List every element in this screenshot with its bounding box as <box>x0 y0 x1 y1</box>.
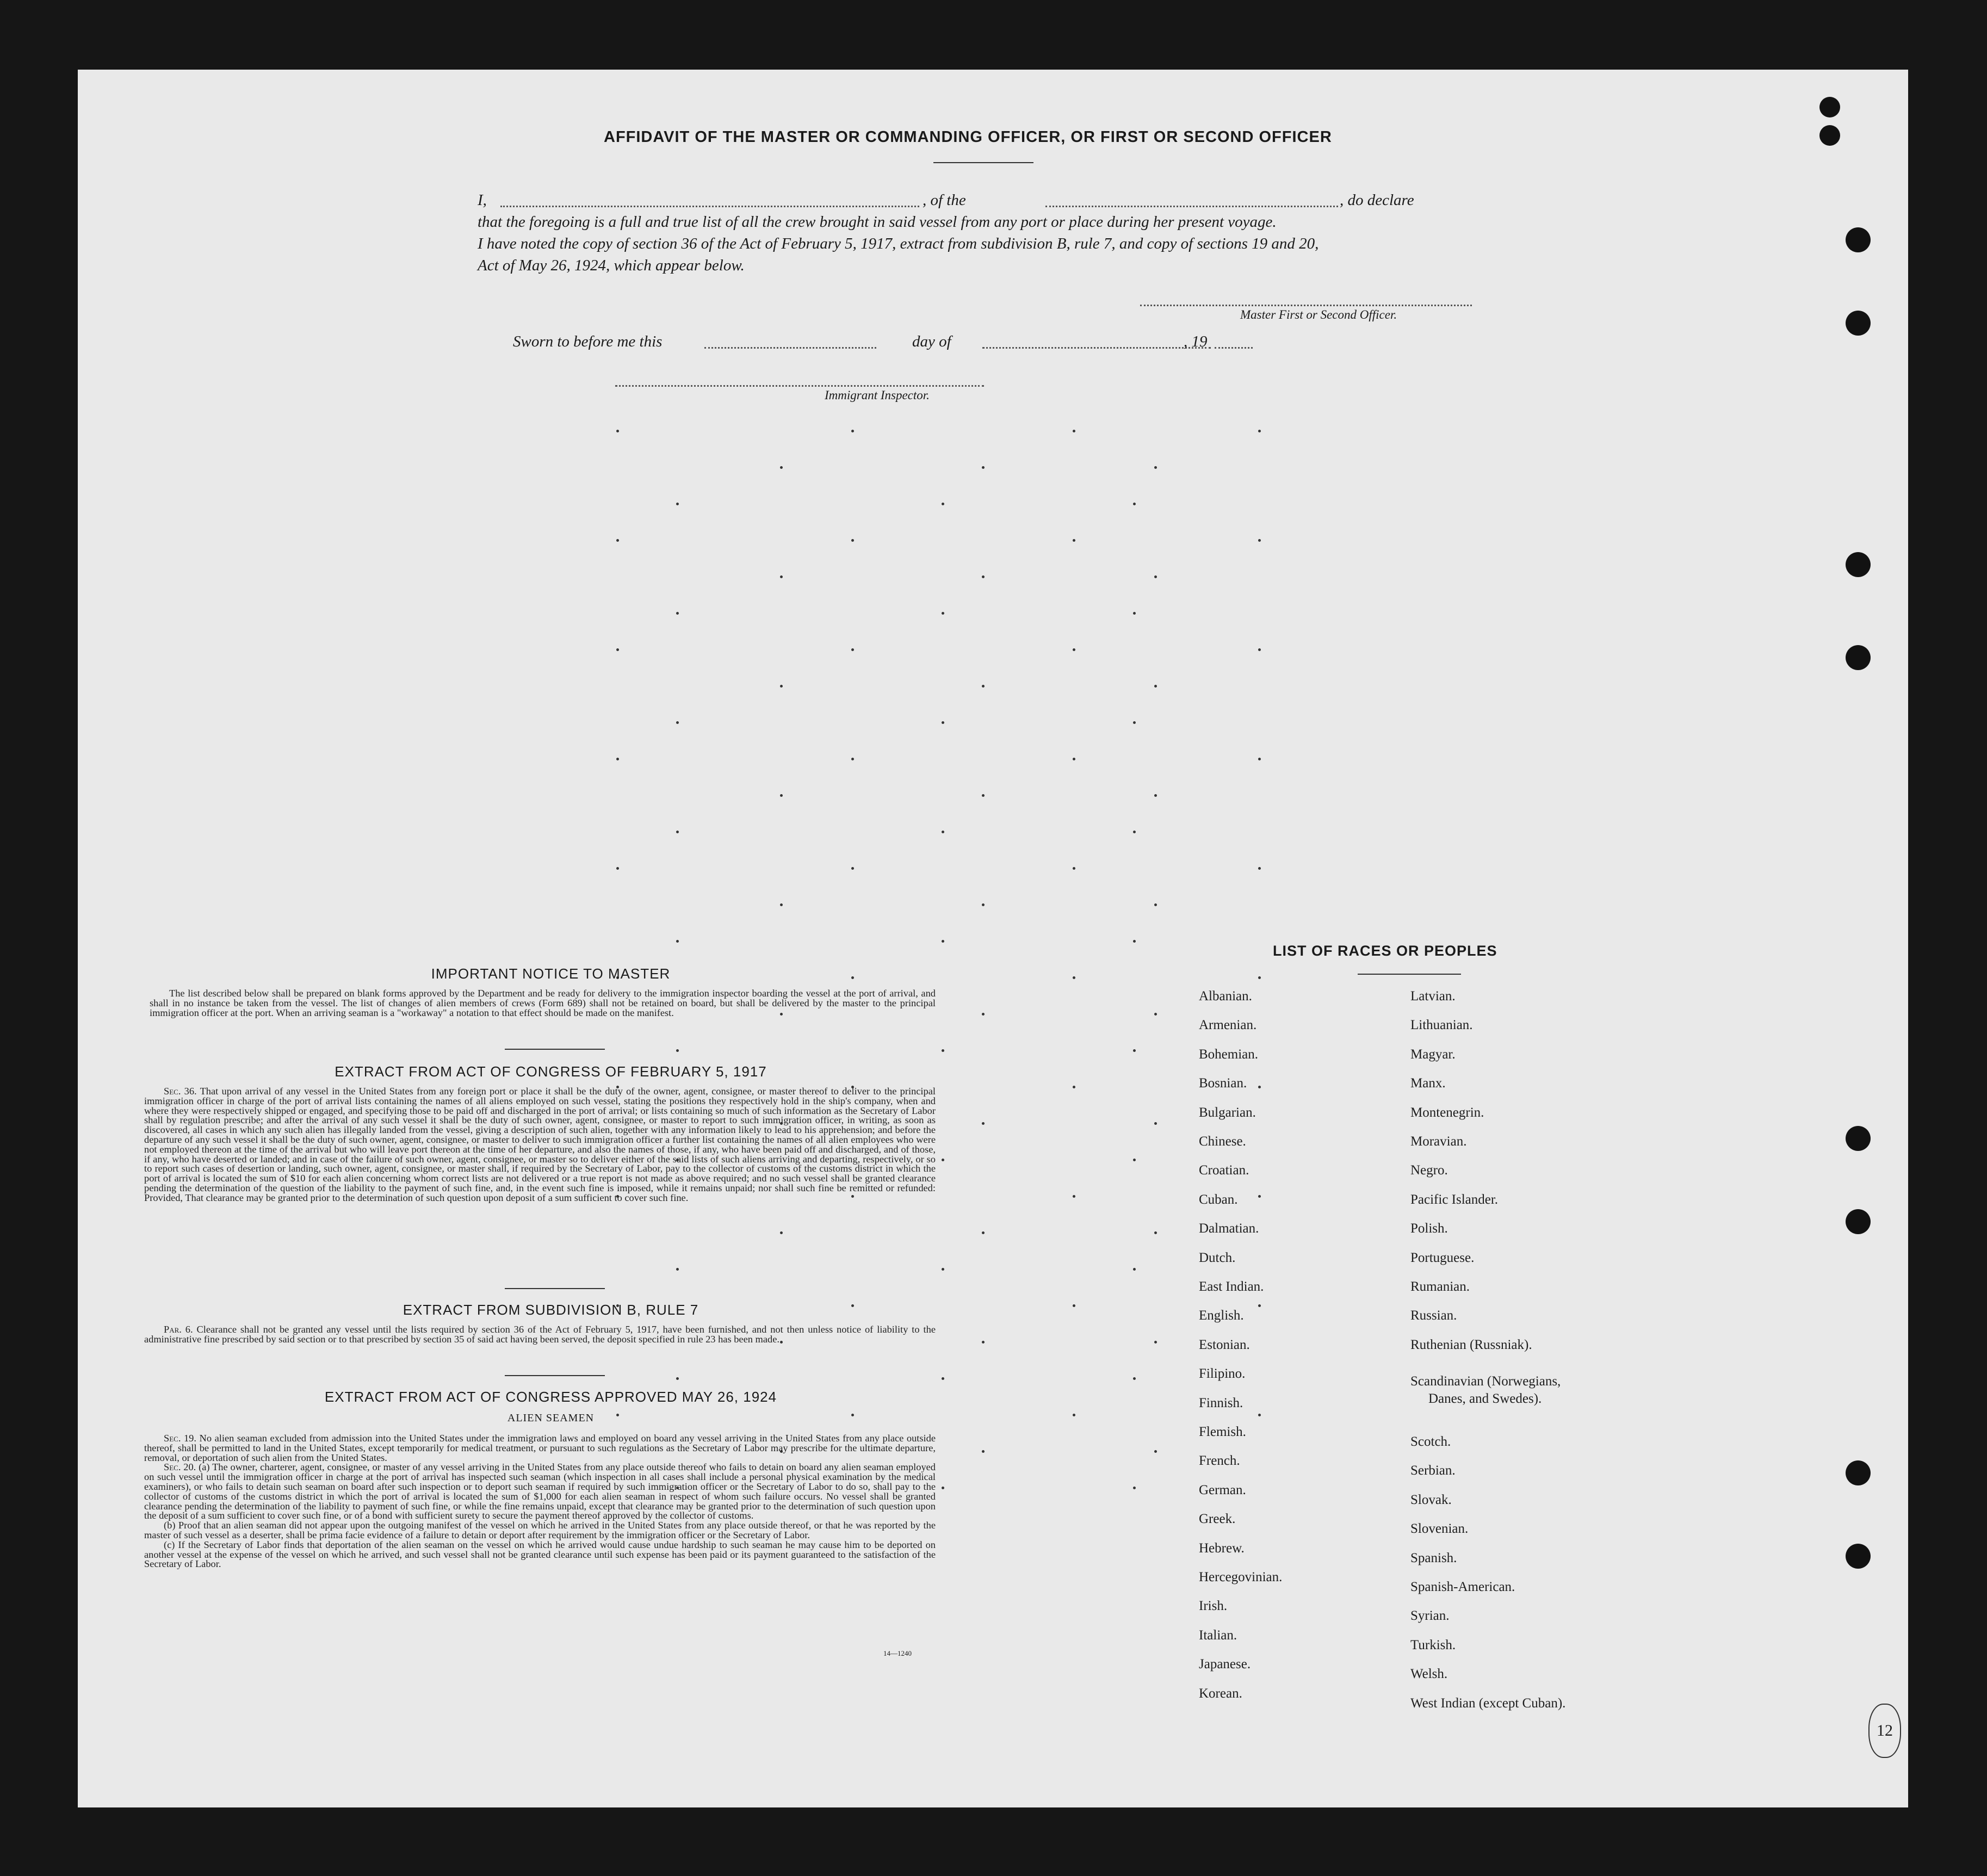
dot <box>1133 1377 1136 1380</box>
extract-1917-title: EXTRACT FROM ACT OF CONGRESS OF FEBRUARY 5, 1917 <box>335 1063 767 1080</box>
race-item: Slovenian. <box>1410 1521 1469 1537</box>
extract-rule7-text <box>144 1325 936 1345</box>
dot <box>616 758 619 760</box>
extract-1917-text <box>144 1087 936 1203</box>
race-item: Slovak. <box>1410 1492 1452 1507</box>
sec-20b-text: (b) Proof that an alien seaman did not appear upon the outgoing manifest of the vessel on which he arrived in the United States from any place outside thereof, or that he was reported by the master of such vessel as a deserter, shall be prima facie evidence of a failure to detain or deport after requirement by the immigration officer or the Secretary of Labor. <box>144 1520 936 1540</box>
race-item: Filipino. <box>1199 1366 1246 1382</box>
race-item: Hebrew. <box>1199 1540 1245 1556</box>
race-item: Chinese. <box>1199 1134 1246 1149</box>
dot <box>1154 903 1157 906</box>
race-item: Magyar. <box>1410 1047 1456 1062</box>
binder-hole <box>1819 97 1840 117</box>
dot <box>1154 1231 1157 1234</box>
dot <box>851 867 854 870</box>
dot <box>780 794 783 797</box>
race-item: Japanese. <box>1199 1657 1251 1672</box>
name-field[interactable] <box>500 206 919 207</box>
race-item: Dutch. <box>1199 1250 1236 1265</box>
section-divider <box>505 1375 605 1376</box>
race-item: Serbian. <box>1410 1463 1456 1478</box>
dot <box>942 1377 944 1380</box>
extract-rule7-title: EXTRACT FROM SUBDIVISION B, RULE 7 <box>403 1302 699 1318</box>
binder-hole <box>1846 1209 1871 1234</box>
sec-20-label: Sec. 20. <box>164 1462 196 1473</box>
par-6-text: Clearance shall not be granted any vessel until the lists required by section 36 of the Act of February 5, 1917, have been furnished, and not then unless notice of liability to the administrative fine prescribed by said section or to that prescribed by section 35 of said act having been served, the deposit specified in rule 23 has been made. <box>144 1324 936 1345</box>
dot <box>1133 1049 1136 1052</box>
handwritten-page-number: 12 <box>1868 1704 1901 1758</box>
race-item: German. <box>1199 1482 1246 1497</box>
dot <box>942 831 944 833</box>
dot <box>1258 976 1261 979</box>
dot <box>1133 831 1136 833</box>
form-number: 14—1240 <box>883 1649 912 1657</box>
binder-hole <box>1846 645 1871 670</box>
sec-20a-text: (a) The owner, charterer, agent, consignee, or master of any vessel arriving in the United States from any place outside thereof who fails to detain on board any alien seaman employed on such vessel until the immigration officer in charge at the port of arrival has inspected such seaman (which inspection in all cases shall include a personal physical examination by the medical examiners), or who fails to detain such seaman on board after such inspection or to deport such seaman if required by such immigration officer or the Secretary of Labor to do so, shall pay to the collector of customs of the customs district in which the port of arrival is located the sum of $1,000 for each alien seaman in respect of whom such failure occurs. No vessel shall be granted clearance pending the determination of the liability to payment of such fine, or while the fine remains unpaid, except that clearance may be granted prior to the determination of such question upon the deposit of a sum sufficient to cover such fine, or of a bond with sufficient surety to secure the payment thereof approved by the collector of customs. <box>144 1462 936 1521</box>
dot <box>1133 503 1136 505</box>
races-title: LIST OF RACES OR PEOPLES <box>1273 943 1497 959</box>
race-item: Danes, and Swedes). <box>1428 1391 1542 1407</box>
races-underline <box>1358 974 1461 975</box>
dot <box>1154 685 1157 688</box>
race-item: Russian. <box>1410 1308 1457 1323</box>
dot <box>676 831 679 833</box>
dot <box>780 903 783 906</box>
dot <box>1073 648 1075 651</box>
dot <box>1154 1341 1157 1343</box>
declaration-line: Act of May 26, 1924, which appear below. <box>478 257 745 274</box>
dot <box>982 575 985 578</box>
alien-seamen-subtitle: ALIEN SEAMEN <box>507 1412 595 1424</box>
race-item: Montenegrin. <box>1410 1105 1484 1120</box>
dot <box>851 430 854 432</box>
dot <box>1133 1159 1136 1161</box>
dot <box>1073 539 1075 542</box>
race-item: Manx. <box>1410 1076 1446 1091</box>
declaration-of-the: , of the <box>923 191 966 209</box>
dot <box>1073 867 1075 870</box>
race-item: Pacific Islander. <box>1410 1192 1499 1207</box>
dot <box>676 1049 679 1052</box>
section-divider <box>505 1288 605 1289</box>
binder-hole <box>1846 227 1871 252</box>
affidavit-declaration <box>478 189 1489 276</box>
dot <box>1258 430 1261 432</box>
race-item: Scandinavian (Norwegians, <box>1410 1374 1561 1389</box>
dot <box>1133 940 1136 943</box>
race-item: Welsh. <box>1410 1667 1448 1682</box>
dot <box>942 503 944 505</box>
race-item: Flemish. <box>1199 1425 1246 1439</box>
race-item: Finnish. <box>1199 1395 1243 1410</box>
dot <box>676 940 679 943</box>
dot <box>780 575 783 578</box>
dot <box>1258 1086 1261 1088</box>
sec-36-text: That upon arrival of any vessel in the United States from any foreign port or place it shall be the duty of the owner, agent, consignee, or master thereof to deliver to the principal immigration officer in charge of the port of arrival lists containing the names of all aliens employed on such vessel, stating the positions they respectively hold in the ship's company, when and where they were respectively shipped or engaged, and specifying those to be paid off and discharged in the port of arrival; or lists containing so much of such information as the Secretary of Labor shall by regulation prescribe; and after the arrival of any such vessel it shall be the duty of such owner, agent, consignee, or master to report to such immigration officer, in writing, as soon as discovered, all cases in which any such alien has illegally landed from the vessel, giving a description of such alien, together with any information likely to lead to his apprehension; and before the departure of any such vessel it shall be the duty of such owner, agent, consignee, or master to deliver to such immigration officer a further list containing the names of all alien employees who were not employed thereon at the time of the arrival but who will leave port thereon at the time of her departure, and also the names of those, if any, who have been paid off and discharged, and of those, if any, who have deserted or landed; and in case of the failure of such owner, agent, consignee, or master so to deliver either of the said lists of such aliens arriving and departing, respectively, or so to report such cases of desertion or landing, such owner, agent, consignee, or master shall, if required by the Secretary of Labor, pay to the collector of customs of the customs district in which the port of arrival is located the sum of $10 for each alien concerning whom correct lists are not delivered or a true report is not made as above required; and no such vessel shall be granted clearance pending the determination of the question of the liability to the payment of such fine, and, in the event such fine is imposed, while it remains unpaid; nor shall such fine be remitted or refunded: Provided, That clearance may be granted prior to the determination of such question upon deposit of a sum sufficient to cover such fine. <box>144 1086 936 1203</box>
dot <box>942 1487 944 1489</box>
race-item: Moravian. <box>1410 1134 1467 1149</box>
dot <box>616 867 619 870</box>
race-item: Italian. <box>1199 1627 1237 1643</box>
dot <box>851 539 854 542</box>
declaration-line: I have noted the copy of section 36 of the Act of February 5, 1917, extract from subdivision B, rule 7, and copy of sections 19 and 20, <box>478 235 1319 252</box>
binder-hole <box>1846 1460 1871 1485</box>
race-item: Lithuanian. <box>1410 1018 1473 1033</box>
race-item: Dalmatian. <box>1199 1221 1259 1236</box>
race-item: Latvian. <box>1410 989 1456 1004</box>
dot <box>780 685 783 688</box>
sworn-day-of: day of <box>912 333 951 350</box>
dot <box>1154 1013 1157 1016</box>
section-divider <box>505 1049 605 1050</box>
dot <box>1073 1086 1075 1088</box>
dot <box>1073 1304 1075 1307</box>
race-item: English. <box>1199 1308 1244 1323</box>
dot <box>1258 648 1261 651</box>
notice-text <box>150 989 936 1018</box>
race-item: Syrian. <box>1410 1608 1450 1624</box>
sec-19-label: Sec. 19. <box>164 1433 196 1444</box>
dot <box>616 539 619 542</box>
dot <box>1154 1450 1157 1453</box>
dot <box>942 1268 944 1271</box>
dot <box>1133 1268 1136 1271</box>
dot <box>1133 612 1136 615</box>
title-underline <box>933 162 1033 163</box>
sworn-day-field[interactable] <box>704 347 876 349</box>
dot <box>942 1159 944 1161</box>
dot <box>780 1231 783 1234</box>
race-item: Estonian. <box>1199 1337 1250 1352</box>
dot <box>1258 1195 1261 1198</box>
binder-hole <box>1846 1544 1871 1569</box>
extract-1924-text <box>144 1434 936 1569</box>
race-item: Croatian. <box>1199 1163 1249 1178</box>
dot <box>616 648 619 651</box>
dot <box>676 612 679 615</box>
dot <box>982 903 985 906</box>
race-item: French. <box>1199 1453 1240 1469</box>
race-item: Bosnian. <box>1199 1076 1247 1091</box>
dot <box>1258 758 1261 760</box>
sec-20c-text: (c) If the Secretary of Labor finds that deportation of the alien seaman on the vessel on which he arrived would cause undue hardship to such seaman he may cause him to be deported on another vessel at the expense of the vessel on which he arrived, and such vessel shall not be granted clearance until such expense has been paid or its payment guaranteed to the satisfaction of the Secretary of Labor. <box>144 1539 936 1570</box>
sworn-month-field[interactable] <box>982 347 1211 349</box>
dot <box>982 1013 985 1016</box>
race-item: West Indian (except Cuban). <box>1410 1695 1566 1711</box>
sworn-prefix: Sworn to before me this <box>513 333 663 350</box>
race-item: Bulgarian. <box>1199 1105 1256 1120</box>
inspector-signature-line[interactable] <box>615 385 984 387</box>
dot <box>676 1268 679 1271</box>
race-item: Armenian. <box>1199 1018 1257 1033</box>
declaration-do-declare: , do declare <box>1340 191 1414 209</box>
affidavit-title: AFFIDAVIT OF THE MASTER OR COMMANDING OFFICER, OR FIRST OR SECOND OFFICER <box>604 128 1332 146</box>
dot <box>1258 1414 1261 1416</box>
race-item: Polish. <box>1410 1221 1448 1236</box>
dot <box>676 721 679 724</box>
dot <box>780 466 783 469</box>
dot <box>982 685 985 688</box>
extract-1924-title: EXTRACT FROM ACT OF CONGRESS APPROVED MAY 26, 1924 <box>324 1389 777 1405</box>
dot <box>1073 1414 1075 1416</box>
race-item: East Indian. <box>1199 1279 1264 1294</box>
binder-hole <box>1819 125 1840 146</box>
dot <box>1073 758 1075 760</box>
dot <box>982 1341 985 1343</box>
sworn-year-field[interactable] <box>1215 347 1253 349</box>
dot <box>942 721 944 724</box>
race-item: Cuban. <box>1199 1192 1238 1207</box>
binder-hole <box>1846 311 1871 336</box>
dot <box>1073 430 1075 432</box>
dot <box>1073 1195 1075 1198</box>
notice-paragraph: The list described below shall be prepared on blank forms approved by the Department and be ready for delivery to the immigration inspector boarding the vessel at the port of arrival, and shall in no instance be taken from the vessel. The list of changes of alien members of crews (Form 689) shall not be retained on board, but shall be delivered by the master to the principal immigration officer at the port. When an arriving seaman is a "workaway" a notation to that effect should be made on the manifest. <box>150 988 936 1018</box>
dot <box>1258 1304 1261 1307</box>
dot <box>942 1049 944 1052</box>
race-item: Ruthenian (Russniak). <box>1410 1337 1532 1352</box>
dot <box>1154 1122 1157 1125</box>
dot <box>982 1122 985 1125</box>
dot <box>1154 575 1157 578</box>
dot <box>676 1377 679 1380</box>
dot <box>942 612 944 615</box>
dot <box>1258 539 1261 542</box>
dot <box>676 503 679 505</box>
race-item: Hercegovinian. <box>1199 1570 1283 1584</box>
sworn-line <box>513 331 1274 352</box>
vessel-field[interactable] <box>1045 206 1338 207</box>
master-signature-line[interactable] <box>1140 305 1472 306</box>
dot <box>982 1450 985 1453</box>
race-item: Scotch. <box>1410 1434 1451 1449</box>
dot <box>1154 466 1157 469</box>
sworn-year-prefix: , 19 <box>1184 333 1208 350</box>
race-item: Greek. <box>1199 1512 1236 1527</box>
race-item: Bohemian. <box>1199 1047 1259 1062</box>
dot <box>942 940 944 943</box>
par-6-label: Par. 6. <box>164 1324 193 1335</box>
binder-hole <box>1846 552 1871 577</box>
race-item: Irish. <box>1199 1599 1228 1614</box>
declaration-line: that the foregoing is a full and true list of all the crew brought in said vessel from any port or place during her present voyage. <box>478 213 1277 231</box>
master-signature-label: Master First or Second Officer. <box>1240 308 1397 321</box>
dot <box>982 1231 985 1234</box>
race-item: Albanian. <box>1199 989 1252 1004</box>
race-item: Portuguese. <box>1410 1250 1475 1265</box>
dot <box>1133 1487 1136 1489</box>
dot <box>982 794 985 797</box>
race-item: Rumanian. <box>1410 1279 1470 1294</box>
binder-hole <box>1846 1126 1871 1151</box>
dot <box>851 758 854 760</box>
dot <box>1073 976 1075 979</box>
inspector-label: Immigrant Inspector. <box>825 388 930 402</box>
declaration-i: I, <box>478 191 487 209</box>
dot <box>982 466 985 469</box>
dot <box>616 430 619 432</box>
race-item: Negro. <box>1410 1163 1448 1178</box>
sec-19-text: No alien seaman excluded from admission into the United States under the immigration laws and employed on board any vessel arriving in the United States from any place outside thereof, shall be permitted to land in the United States, except temporarily for medical treatment, or pursuant to such regulations as the Secretary of Labor may prescribe for the ultimate departure, removal, or deportation of such alien from the United States. <box>144 1433 936 1463</box>
dot <box>1258 867 1261 870</box>
race-item: Korean. <box>1199 1686 1242 1701</box>
dot <box>1133 721 1136 724</box>
notice-title: IMPORTANT NOTICE TO MASTER <box>431 965 671 982</box>
race-item: Turkish. <box>1410 1637 1456 1652</box>
sec-36-label: Sec. 36. <box>164 1086 197 1097</box>
race-item: Spanish-American. <box>1410 1580 1515 1594</box>
dot <box>851 648 854 651</box>
race-item: Spanish. <box>1410 1550 1457 1565</box>
dot <box>1154 794 1157 797</box>
